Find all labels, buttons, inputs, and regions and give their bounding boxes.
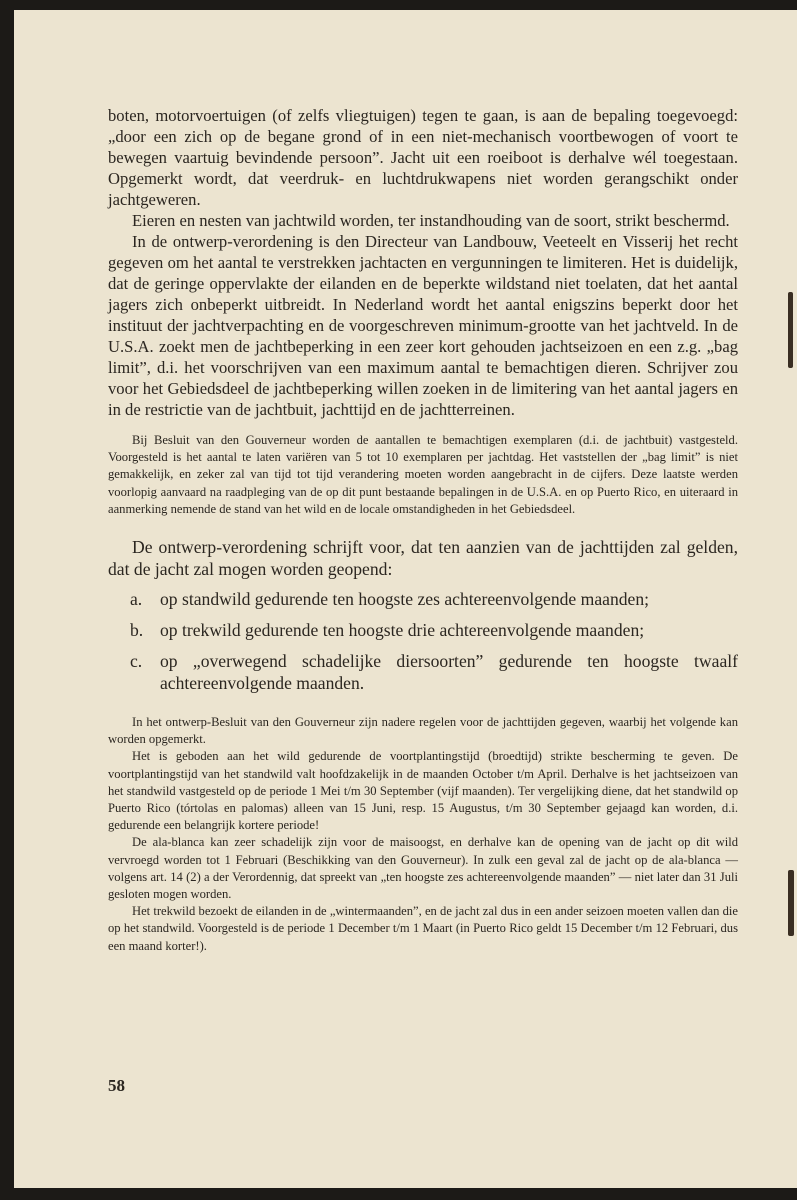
season-list <box>108 588 738 694</box>
page-number: 58 <box>108 1076 125 1095</box>
list-letter: a. <box>130 589 143 610</box>
intro-paragraph: De ontwerp-verordening schrijft voor, dat ten aanzien van de jachttijden zal gelden, dat de jacht zal mogen worden geopend: <box>108 537 738 580</box>
note-paragraph: De ala-blanca kan zeer schadelijk zijn voor de maisoogst, en derhalve kan de opening van de jacht op dit wild vervroegd worden tot 1 Februari (Beschikking van den Gouverneur). In zulk een geval zal de jacht op de ala-blanca — volgens art. 14 (2) a der Verordennig, dat spreekt van „ten hoogste zes achtereenvolgende maanden” — niet later dan 31 Juli gesloten mogen worden. <box>108 835 738 902</box>
binding-mark-bottom <box>788 870 794 936</box>
list-text: op „overwegend schadelijke diersoorten” gedurende ten hoogste twaalf achtereenvolgende maanden. <box>160 651 738 694</box>
note-paragraph: Het trekwild bezoekt de eilanden in de „wintermaanden”, en de jacht zal dus in een ander seizoen moeten vallen dan die op het standwild. Voorgesteld is de periode 1 December t/m 1 Maart (in Puerto Rico geldt 15 December t/m 12 Februari, dus een maand korter!). <box>108 904 738 953</box>
paragraph-1: boten, motorvoertuigen (of zelfs vliegtuigen) tegen te gaan, is aan de bepaling toegevoegd: „door een zich op de begane grond of in een niet-mechanisch voortbewogen of voort te bewegen vaartuig bevindende persoon”. Jacht uit een roeiboot is derhalve wél toegestaan. Opgemerkt wordt, dat veerdruk- en luchtdrukwapens niet worden gerangschikt onder jachtgeweren. <box>108 106 738 209</box>
list-text: op standwild gedurende ten hoogste zes achtereenvolgende maanden; <box>160 589 650 610</box>
footnote-block-2 <box>108 714 738 955</box>
list-letter: b. <box>130 620 144 641</box>
list-item <box>108 650 738 694</box>
footnote-block-1 <box>108 432 738 518</box>
page-content <box>108 105 738 955</box>
binding-mark-top <box>788 292 793 368</box>
note-paragraph: Bij Besluit van den Gouverneur worden de aantallen te bemachtigen exemplaren (d.i. de jachtbuit) vastgesteld. Voorgesteld is het aantal te laten variëren van 5 tot 10 exemplaren per jachtdag. Het vaststellen der „bag limit” is niet gemakkelijk, en zeker zal van tijd tot tijd verandering moeten worden aangebracht in de cijfers. Deze laatste werden voorlopig aanvaard na raadpleging van de op dit punt bestaande bepalingen in de U.S.A. en op Puerto Rico, en uiteraard in aanmerking nemende de stand van het wild en de locale omstandigheden in het Gebiedsdeel. <box>108 433 738 516</box>
book-page <box>14 10 797 1188</box>
paragraph-3: In de ontwerp-verordening is den Directeur van Landbouw, Veeteelt en Visserij het recht gegeven om het aantal te verstrekken jachtacten en vergunningen te limiteren. Het is duidelijk, dat de geringe oppervlakte der eilanden en de beperkte wildstand niet toelaten, dat het aantal jagers zich onbeperkt uitbreidt. In Nederland wordt het aantal enigszins beperkt door het instituut der jachtverpachting en de voorgeschreven minimum-grootte van het jachtveld. In de U.S.A. zoekt men de jachtbeperking in een zeer kort gehouden jachtseizoen en een z.g. „bag limit”, d.i. het voorschrijven van een maximum aantal te bemachtigen dieren. Schrijver zou voor het Gebiedsdeel de jachtbeperking willen zoeken in de limitering van het aantal jagers en in de restrictie van de jachtbuit, jachttijd en de jachtterreinen. <box>108 232 738 419</box>
list-text: op trekwild gedurende ten hoogste drie achtereenvolgende maanden; <box>160 620 645 641</box>
list-item <box>108 588 738 610</box>
paragraph-2: Eieren en nesten van jachtwild worden, ter instandhouding van de soort, strikt beschermd. <box>132 211 730 230</box>
hunting-season-section <box>108 536 738 694</box>
list-letter: c. <box>130 651 143 672</box>
list-item <box>108 619 738 641</box>
note-paragraph: Het is geboden aan het wild gedurende de voortplantingstijd (broedtijd) strikte bescherming te geven. De voortplantingstijd van het standwild valt hoofdzakelijk in de maanden October t/m April. Derhalve is het jachtseizoen van het standwild vastgesteld op de periode 1 Mei t/m 30 September (vijf maanden). Ter vergelijking diene, dat het standwild op Puerto Rico (tórtolas en palomas) alleen van 15 Juni, resp. 15 Augustus, t/m 30 September gejaagd kan worden, d.i. gedurende een belangrijk kortere periode! <box>108 749 738 833</box>
note-paragraph: In het ontwerp-Besluit van den Gouverneur zijn nadere regelen voor de jachttijden gegeven, waarbij het volgende kan worden opgemerkt. <box>108 715 738 747</box>
